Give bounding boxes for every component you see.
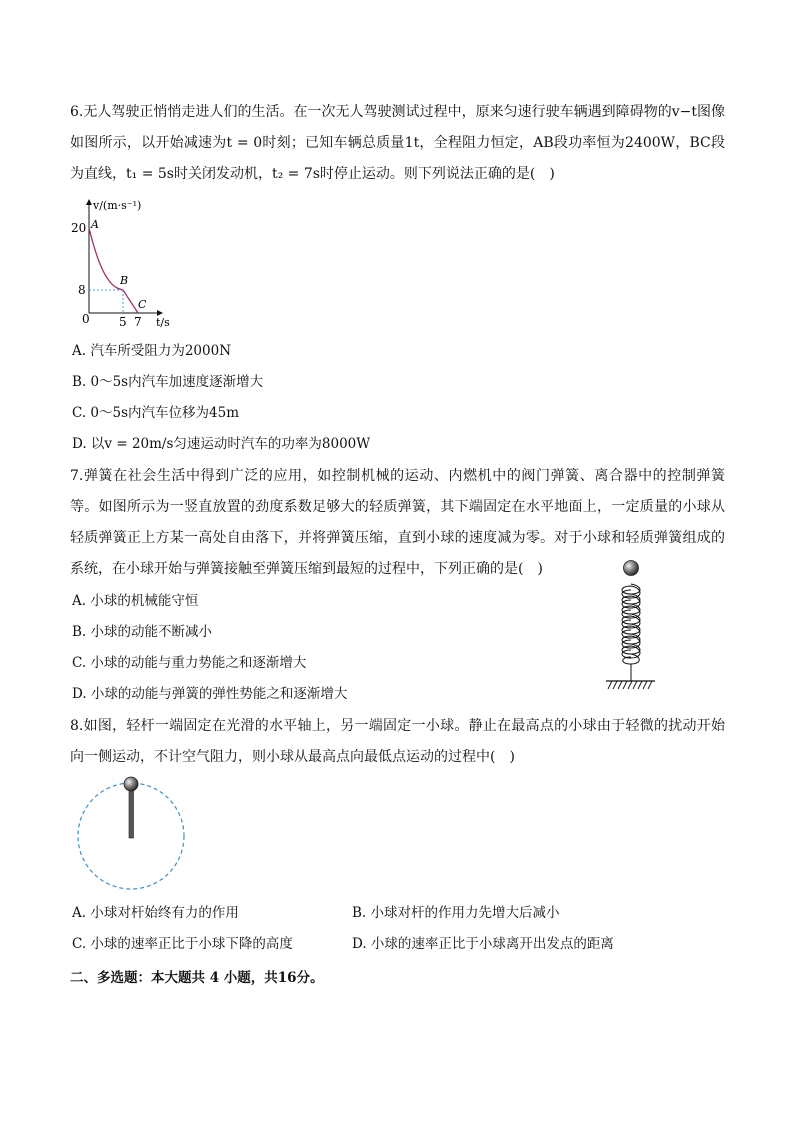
- tick-7: 7: [134, 315, 142, 329]
- ground-hatch: [608, 681, 652, 689]
- q8-option-b: B. 小球对杆的作用力先增大后减小: [352, 905, 560, 921]
- q6-option-c: C. 0～5s内汽车位移为45m: [72, 405, 240, 421]
- t-axis-label: t/s: [156, 316, 170, 329]
- light-rod: [129, 788, 134, 838]
- point-b-label: B: [120, 274, 129, 287]
- question-8-stem: 8.如图，轻杆一端固定在光滑的水平轴上，另一端固定一小球。静止在最高点的小球由于轻微的扰动开始向一侧运动，不计空气阻力，则小球从最高点向最低点运动的过程中( ): [70, 718, 725, 765]
- rod-circle-figure: [72, 774, 192, 894]
- tick-20: 20: [71, 221, 87, 235]
- q6-option-b: B. 0～5s内汽车加速度逐渐增大: [72, 374, 264, 390]
- q7-option-a: A. 小球的机械能守恒: [72, 593, 199, 609]
- point-a-label: A: [91, 218, 99, 231]
- q6-option-d: D. 以v = 20m/s匀速运动时汽车的功率为8000W: [72, 436, 371, 452]
- vt-curve-ab: [89, 228, 123, 290]
- section-2-heading: 二、多选题：本大题共 4 小题，共16分。: [70, 970, 324, 986]
- spring-figure: [600, 556, 660, 692]
- q7-option-c: C. 小球的动能与重力势能之和逐渐增大: [72, 655, 307, 671]
- q7-option-d: D. 小球的动能与弹簧的弹性势能之和逐渐增大: [72, 686, 348, 702]
- vt-graph-figure: [68, 196, 188, 330]
- ball: [624, 561, 639, 576]
- origin-label: 0: [82, 312, 90, 326]
- question-7-stem: 7.弹簧在社会生活中得到广泛的应用，如控制机械的运动、内燃机中的阀门弹簧、离合器中的控制弹簧等。如图所示为一竖直放置的劲度系数足够大的轻质弹簧，其下端固定在水平地面上，一定质量的小球从轻质弹簧正上方某一高处自由落下，并将弹簧压缩，直到小球的速度减为零。对于小球和轻质弹簧组成的系统，在小球开始与弹簧接触至弹簧压缩到最短的过程中，下列正确的是( ): [70, 468, 725, 577]
- vt-line-bc: [123, 290, 138, 313]
- v-axis-label: v/(m·s⁻¹): [93, 199, 142, 212]
- tick-8: 8: [78, 283, 86, 297]
- tick-5: 5: [119, 315, 127, 329]
- point-c-label: C: [138, 298, 147, 311]
- small-ball: [124, 777, 138, 791]
- q8-option-d: D. 小球的速率正比于小球离开出发点的距离: [352, 936, 614, 952]
- question-6-stem: 6.无人驾驶正悄悄走进人们的生活。在一次无人驾驶测试过程中，原来匀速行驶车辆遇到障碍物的v−t图像如图所示，以开始减速为t = 0时刻；已知车辆总质量1t，全程阻力恒定，AB段功率恒为2400W，BC段为直线，t₁ = 5s时关闭发动机，t₂ = 7s时停止运动。则下列说法正确的是( ): [70, 104, 725, 182]
- q8-option-a: A. 小球对杆始终有力的作用: [72, 905, 239, 921]
- q7-option-b: B. 小球的动能不断减小: [72, 624, 213, 640]
- q6-option-a: A. 汽车所受阻力为2000N: [72, 343, 232, 359]
- q8-option-c: C. 小球的速率正比于小球下降的高度: [72, 936, 293, 952]
- spring-coil: [622, 584, 640, 664]
